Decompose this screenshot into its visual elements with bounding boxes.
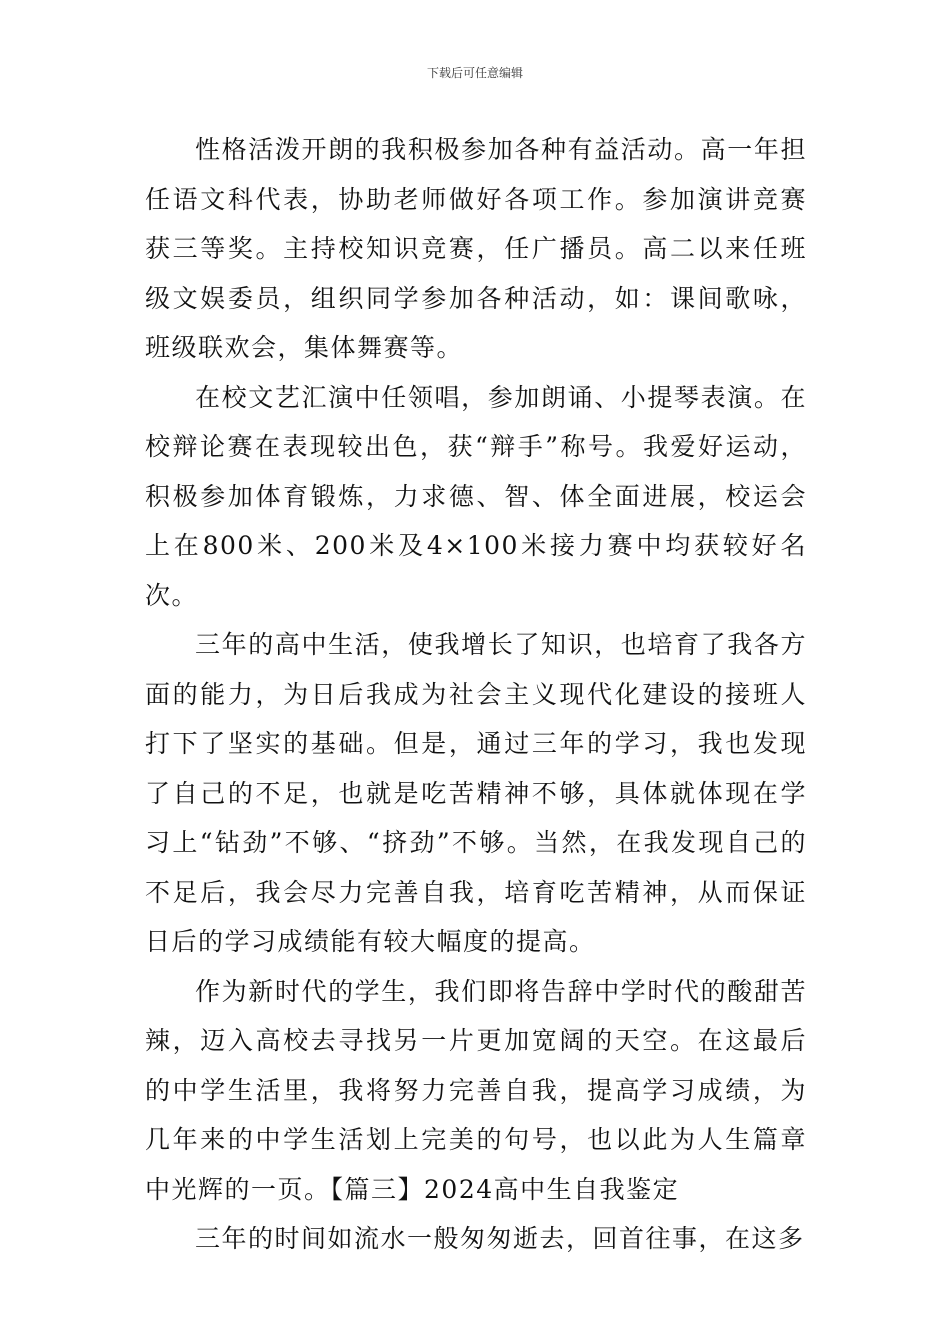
paragraph-reflection: 三年的高中生活，使我增长了知识，也培育了我各方面的能力，为日后我成为社会主义现代化建设的接班人打下了坚实的基础。但是，通过三年的学习，我也发现了自己的不足，也就是吃苦精神不够，具体就体现在学习上“钻劲”不够、“挤劲”不够。当然，在我发现自己的不足后，我会尽力完善自我，培育吃苦精神，从而保证日后的学习成绩能有较大幅度的提高。 — [145, 630, 807, 956]
paragraph-future: 作为新时代的学生，我们即将告辞中学时代的酸甜苦辣，迈入高校去寻找另一片更加宽阔的天空。在这最后的中学生活里，我将努力完善自我，提高学习成绩，为几年来的中学生活划上完美的句号，也以此为人生篇章中光辉的一页。【篇三】2024高中生自我鉴定 — [145, 976, 807, 1204]
paragraph-part-three-start: 三年的时间如流水一般匆匆逝去，回首往事，在这多 — [195, 1224, 805, 1253]
document-body — [145, 125, 807, 1264]
paragraph-arts-sports: 在校文艺汇演中任领唱，参加朗诵、小提琴表演。在校辩论赛在表现较出色，获“辩手”称号。我爱好运动，积极参加体育锻炼，力求德、智、体全面进展，校运会上在800米、200米及4×100米接力赛中均获较好名次。 — [145, 382, 807, 610]
paragraph-activities: 性格活泼开朗的我积极参加各种有益活动。高一年担任语文科代表，协助老师做好各项工作。参加演讲竞赛获三等奖。主持校知识竞赛，任广播员。高二以来任班级文娱委员，组织同学参加各种活动，如：课间歌咏，班级联欢会，集体舞赛等。 — [145, 135, 807, 362]
page-header: 下载后可任意编辑 — [426, 66, 523, 80]
